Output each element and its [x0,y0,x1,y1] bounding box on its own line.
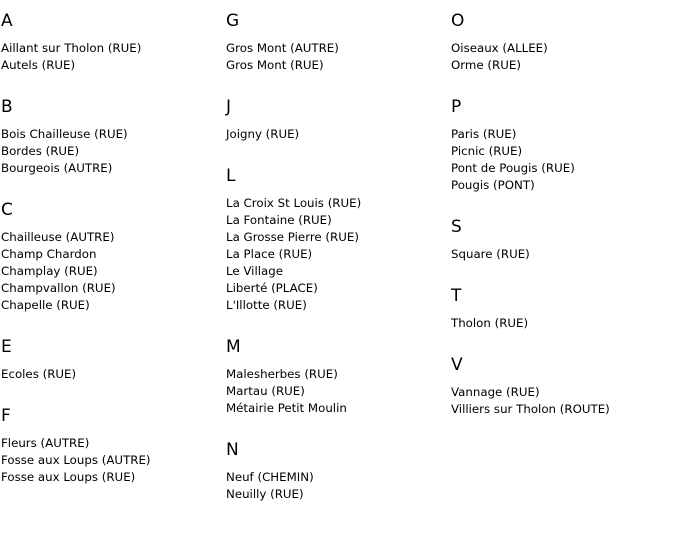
street-name: Champvallon (RUE) [1,281,116,295]
index-column-3 [451,10,671,418]
letter-section-v [451,354,671,418]
street-list [451,246,671,263]
letter-section-j [226,96,446,165]
street-name: Gros Mont (AUTRE) [226,41,339,55]
section-letter-heading: C [1,200,13,220]
section-letter-heading: A [1,11,13,31]
letter-section-s [451,216,671,285]
street-name: Gros Mont (RUE) [226,58,324,72]
section-spacer [226,314,446,336]
section-letter-heading: B [1,97,13,117]
street-name: Aillant sur Tholon (RUE) [1,41,142,55]
street-name: La Croix St Louis (RUE) [226,196,362,210]
street-name: Pougis (PONT) [451,178,535,192]
street-name: La Fontaine (RUE) [226,213,332,227]
section-letter-heading: S [451,217,462,237]
street-list [451,384,671,418]
street-list [1,40,221,74]
section-letter-heading: F [1,406,11,426]
street-name: Fleurs (AUTRE) [1,436,90,450]
letter-section-g [226,10,446,96]
street-name: Bois Chailleuse (RUE) [1,127,128,141]
section-letter-heading: M [226,337,241,357]
street-list [226,40,446,74]
letter-section-c [1,199,221,336]
letter-section-m [226,336,446,439]
section-letter-heading: V [451,355,463,375]
street-name: Joigny (RUE) [226,127,300,141]
street-name: Picnic (RUE) [451,144,523,158]
section-letter-heading: O [451,11,465,31]
street-name: Métairie Petit Moulin [226,401,347,415]
street-name: Orme (RUE) [451,58,521,72]
section-spacer [226,74,446,96]
street-list [451,315,671,332]
street-name: Chailleuse (AUTRE) [1,230,115,244]
street-list [226,126,446,143]
street-name: Malesherbes (RUE) [226,367,338,381]
street-name: La Place (RUE) [226,247,313,261]
street-name: Fosse aux Loups (RUE) [1,470,136,484]
street-name: L'Illotte (RUE) [226,298,307,312]
street-name: Champ Chardon [1,247,97,261]
section-spacer [451,263,671,285]
letter-section-p [451,96,671,216]
street-name: Square (RUE) [451,247,530,261]
section-letter-heading: N [226,440,239,460]
street-name: Paris (RUE) [451,127,517,141]
section-spacer [451,194,671,216]
section-letter-heading: P [451,97,462,117]
street-name: Villiers sur Tholon (ROUTE) [451,402,610,416]
street-name: Neuilly (RUE) [226,487,304,501]
street-name: Chapelle (RUE) [1,298,90,312]
letter-section-a [1,10,221,96]
street-name: Vannage (RUE) [451,385,540,399]
street-list [226,195,446,314]
section-spacer [226,143,446,165]
section-spacer [451,74,671,96]
section-letter-heading: T [451,286,462,306]
section-spacer [1,383,221,405]
section-letter-heading: G [226,11,240,31]
street-name: Champlay (RUE) [1,264,98,278]
street-name: La Grosse Pierre (RUE) [226,230,359,244]
street-list [1,435,221,486]
street-list [1,229,221,314]
letter-section-f [1,405,221,486]
street-list [451,126,671,194]
letter-section-b [1,96,221,199]
letter-section-e [1,336,221,405]
street-name: Neuf (CHEMIN) [226,470,314,484]
street-list [226,469,446,503]
street-name: Liberté (PLACE) [226,281,318,295]
index-column-2 [226,10,446,503]
street-list [1,366,221,383]
letter-section-l [226,165,446,336]
street-name: Le Village [226,264,283,278]
street-name: Autels (RUE) [1,58,76,72]
section-letter-heading: L [226,166,236,186]
street-name: Ecoles (RUE) [1,367,77,381]
section-letter-heading: E [1,337,12,357]
street-list [226,366,446,417]
street-name: Bordes (RUE) [1,144,80,158]
street-name: Fosse aux Loups (AUTRE) [1,453,151,467]
street-name: Bourgeois (AUTRE) [1,161,113,175]
street-name: Tholon (RUE) [451,316,529,330]
index-column-1 [1,10,221,486]
street-list [1,126,221,177]
section-spacer [1,74,221,96]
letter-section-o [451,10,671,96]
section-spacer [451,332,671,354]
letter-section-t [451,285,671,354]
section-spacer [226,417,446,439]
street-name: Oiseaux (ALLEE) [451,41,548,55]
street-name: Martau (RUE) [226,384,305,398]
section-spacer [1,177,221,199]
street-list [451,40,671,74]
section-spacer [1,314,221,336]
street-name: Pont de Pougis (RUE) [451,161,575,175]
section-letter-heading: J [226,97,232,117]
letter-section-n [226,439,446,503]
